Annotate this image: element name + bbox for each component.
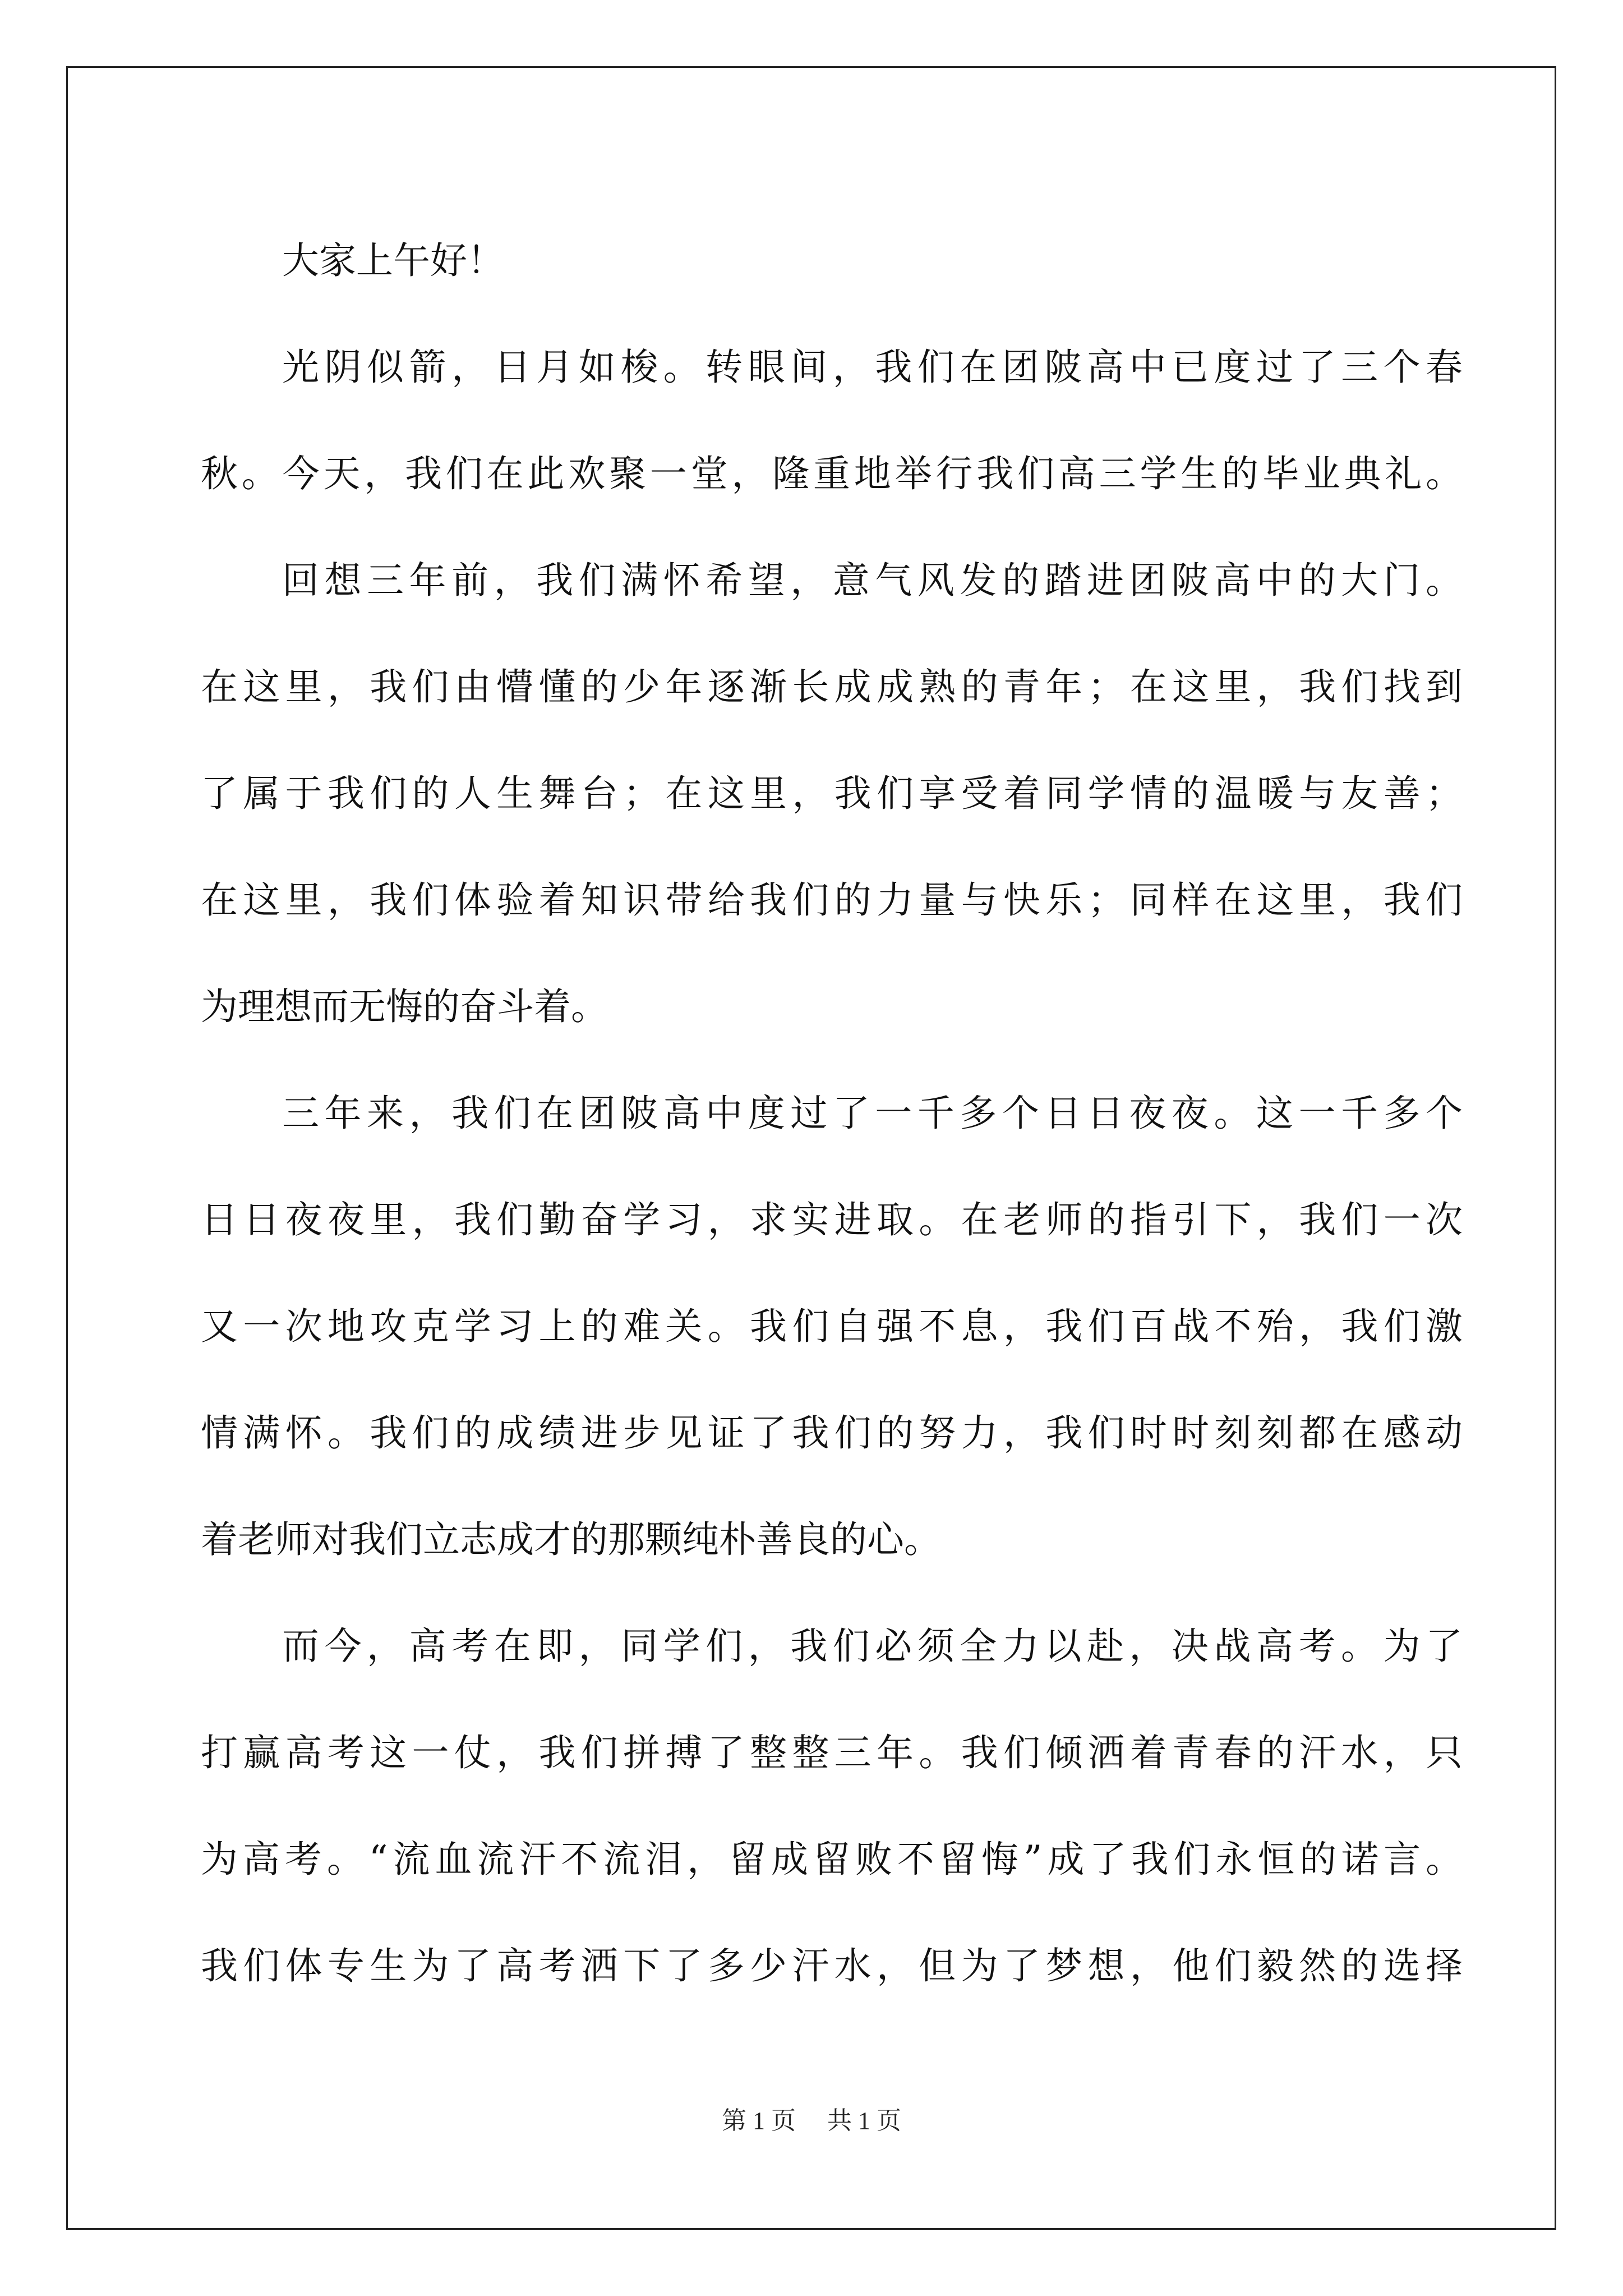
paragraph-line: 为理想而无悔的奋斗着。 [201, 985, 608, 1028]
paragraph-line: 着老师对我们立志成才的那颗纯朴善良的心。 [201, 1518, 941, 1561]
paragraph-line: 回想三年前，我们满怀希望，意气风发的踏进团陂高中的大门。 [282, 559, 1463, 602]
paragraph-line: 秋。今天，我们在此欢聚一堂，隆重地举行我们高三学生的毕业典礼。 [201, 452, 1463, 495]
paragraph-line: 在这里，我们由懵懂的少年逐渐长成成熟的青年；在这里，我们找到 [201, 665, 1463, 708]
page-number-current: 第 1 页 [722, 2107, 796, 2134]
paragraph-line: 情满怀。我们的成绩进步见证了我们的努力，我们时时刻刻都在感动 [201, 1411, 1463, 1455]
paragraph-line: 光阴似箭，日月如梭。转眼间，我们在团陂高中已度过了三个春 [282, 346, 1463, 389]
paragraph-line: 而今，高考在即，同学们，我们必须全力以赴，决战高考。为了 [282, 1625, 1463, 1668]
document-body [201, 208, 1463, 2019]
page-number-total: 共 1 页 [827, 2107, 901, 2134]
paragraph-line: 为高考。“流血流汗不流泪，留成留败不留悔”成了我们永恒的诺言。 [201, 1838, 1463, 1881]
paragraph-line: 三年来，我们在团陂高中度过了一千多个日日夜夜。这一千多个 [282, 1092, 1463, 1135]
paragraph-line: 我们体专生为了高考洒下了多少汗水，但为了梦想，他们毅然的选择 [201, 1944, 1463, 1987]
paragraph-line: 在这里，我们体验着知识带给我们的力量与快乐；同样在这里，我们 [201, 878, 1463, 922]
paragraph-line: 日日夜夜里，我们勤奋学习，求实进取。在老师的指引下，我们一次 [201, 1198, 1463, 1241]
greeting-line: 大家上午好！ [282, 239, 504, 282]
paragraph-line: 打赢高考这一仗，我们拼搏了整整三年。我们倾洒着青春的汗水，只 [201, 1731, 1463, 1774]
page-footer [0, 2100, 1623, 2136]
paragraph-line: 了属于我们的人生舞台；在这里，我们享受着同学情的温暖与友善； [201, 772, 1463, 815]
paragraph-line: 又一次地攻克学习上的难关。我们自强不息，我们百战不殆，我们激 [201, 1305, 1463, 1348]
